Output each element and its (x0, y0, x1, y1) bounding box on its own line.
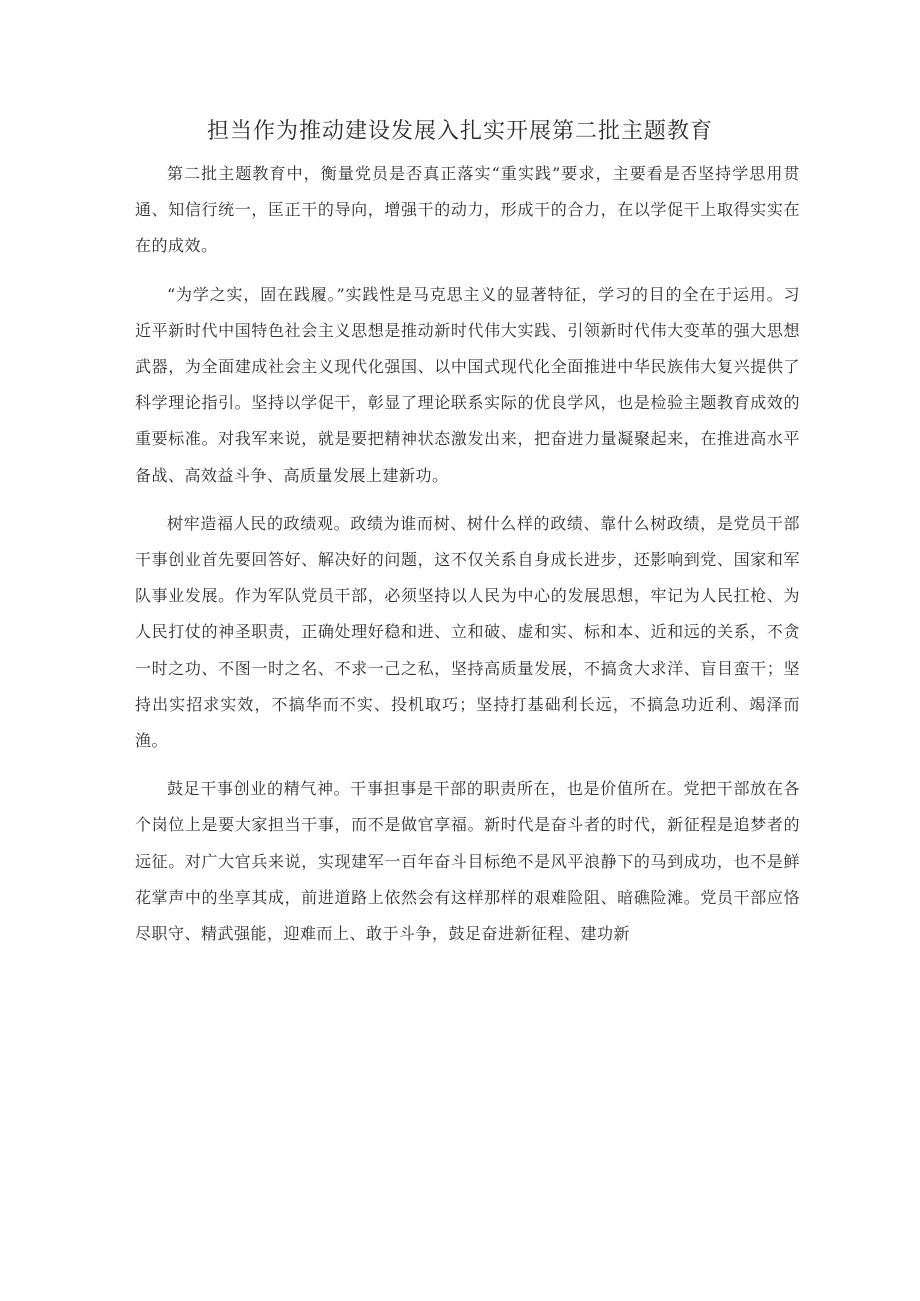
document-body (135, 156, 800, 964)
document-title: 担当作为推动建设发展入扎实开展第二批主题教育 (206, 119, 713, 144)
paragraph-1: 第二批主题教育中，衡量党员是否真正落实“重实践”要求，主要看是否坚持学思用贯通、知信行统一，匡正干的导向，增强干的动力，形成干的合力，在以学促干上取得实实在在的成效。 (135, 164, 800, 256)
paragraph-4: 鼓足干事创业的精气神。干事担事是干部的职责所在，也是价值所在。党把干部放在各个岗位上是要大家担当干事，而不是做官享福。新时代是奋斗者的时代，新征程是追梦者的远征。对广大官兵来说，实现建军一百年奋斗目标绝不是风平浪静下的马到成功，也不是鲜花掌声中的坐享其成，前进道路上依然会有这样那样的艰难险阻、暗礁险滩。党员干部应恪尽职守、精武强能，迎难而上、敢于斗争，鼓足奋进新征程、建功新 (135, 779, 800, 944)
paragraph-2: “为学之实，固在践履。”实践性是马克思主义的显著特征，学习的目的全在于运用。习近平新时代中国特色社会主义思想是推动新时代伟大实践、引领新时代伟大变革的强大思想武器，为全面建成社会主义现代化强国、以中国式现代化全面推进中华民族伟大复兴提供了科学理论指引。坚持以学促干，彰显了理论联系实际的优良学风，也是检验主题教育成效的重要标准。对我军来说，就是要把精神状态激发出来，把奋进力量凝聚起来，在推进高水平备战、高效益斗争、高质量发展上建新功。 (135, 284, 800, 485)
paragraph-3: 树牢造福人民的政绩观。政绩为谁而树、树什么样的政绩、靠什么树政绩，是党员干部干事创业首先要回答好、解决好的问题，这不仅关系自身成长进步，还影响到党、国家和军队事业发展。作为军队党员干部，必须坚持以人民为中心的发展思想，牢记为人民扛枪、为人民打仗的神圣职责，正确处理好稳和进、立和破、虚和实、标和本、近和远的关系，不贪一时之功、不图一时之名、不求一己之私，坚持高质量发展，不搞贪大求洋、盲目蛮干；坚持出实招求实效，不搞华而不实、投机取巧；坚持打基础利长远，不搞急功近利、竭泽而渔。 (135, 513, 800, 751)
